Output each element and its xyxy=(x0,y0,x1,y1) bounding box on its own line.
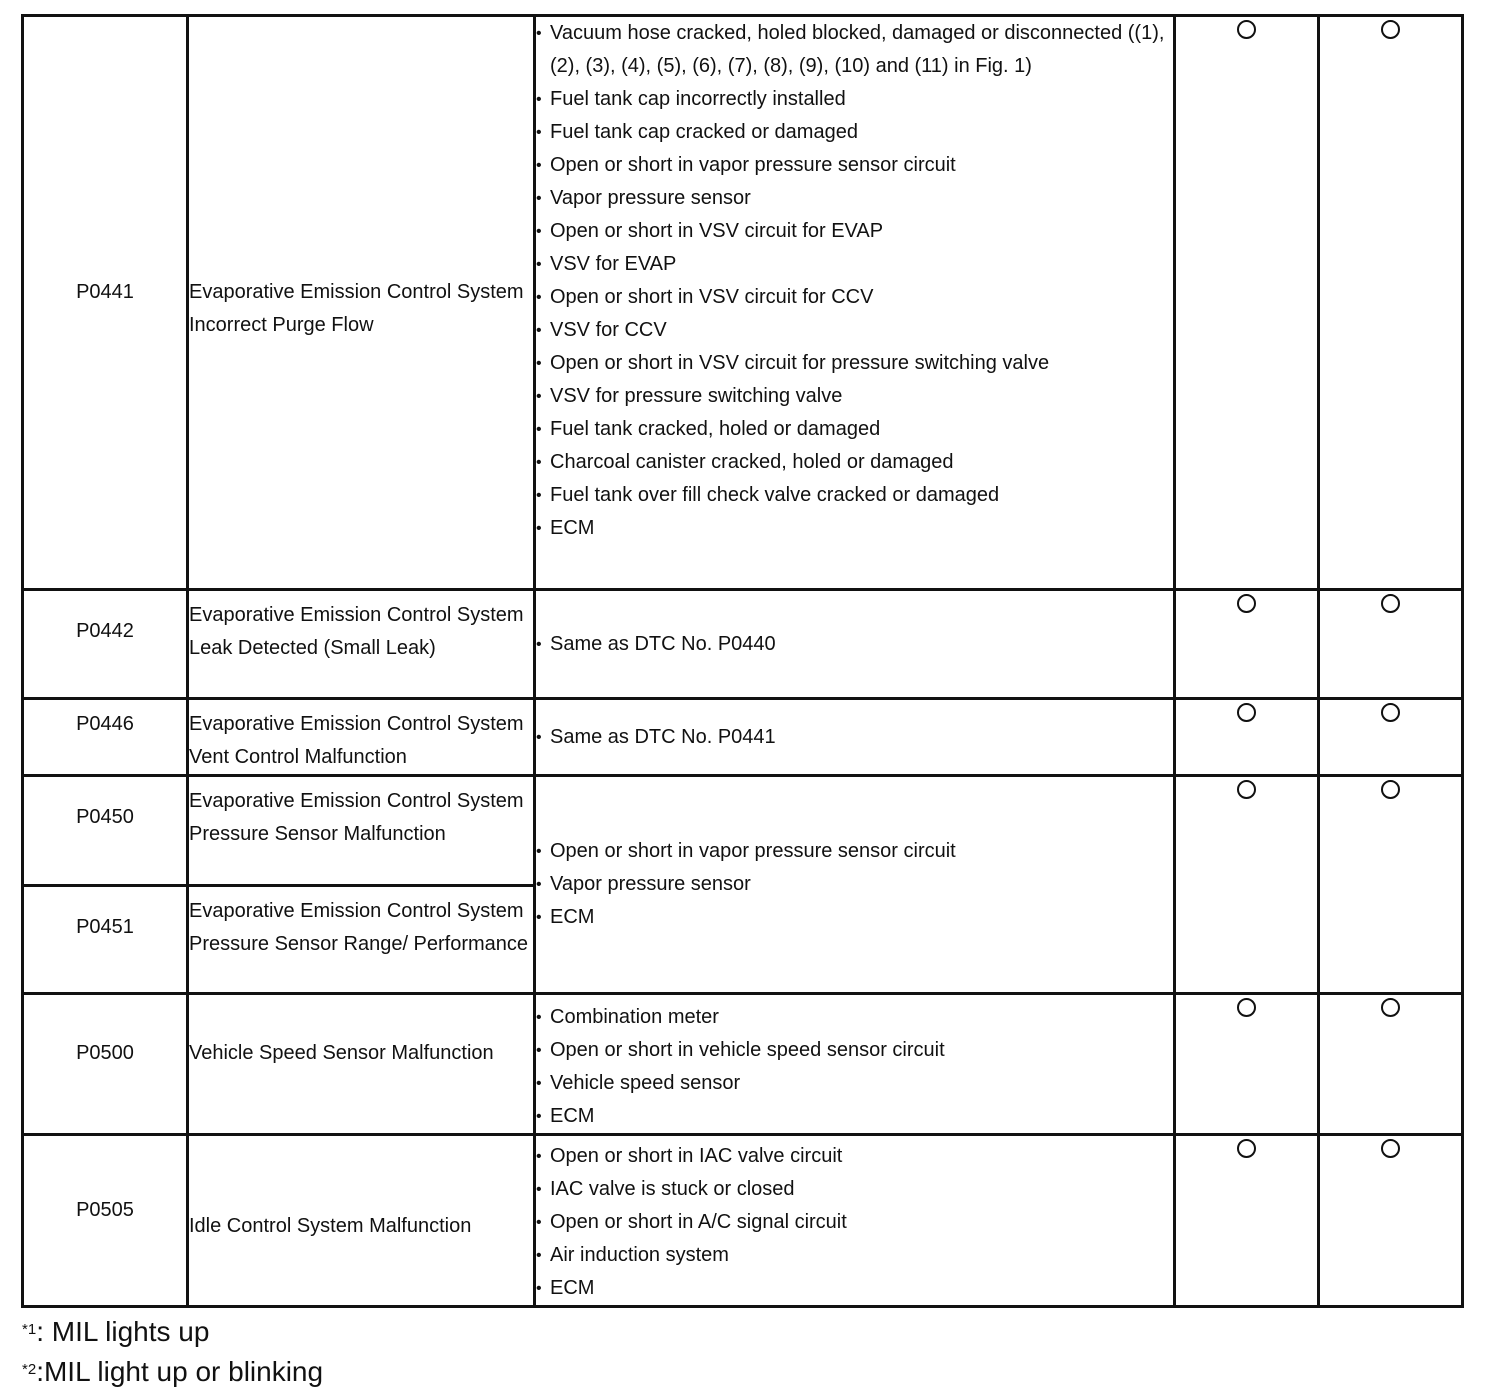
circle-mark-icon xyxy=(1237,594,1256,613)
memory-mark-cell xyxy=(1319,994,1463,1135)
circle-mark-icon xyxy=(1381,998,1400,1017)
table-row xyxy=(23,699,1463,776)
memory-mark-cell xyxy=(1319,699,1463,776)
dtc-code: P0500 xyxy=(76,1042,134,1064)
trouble-area-list xyxy=(536,1001,1173,1133)
list-item: • Fuel tank over fill check valve cracked or damaged xyxy=(536,479,1173,512)
circle-mark-icon xyxy=(1237,780,1256,799)
list-item: • VSV for EVAP xyxy=(536,248,1173,281)
mil-mark-cell xyxy=(1175,994,1319,1135)
circle-mark-icon xyxy=(1381,594,1400,613)
list-item: • ECM xyxy=(536,1272,1173,1305)
mil-mark-cell xyxy=(1175,776,1319,994)
detection-item-cell xyxy=(188,994,535,1135)
trouble-area-list xyxy=(536,835,1173,934)
footnote-1 xyxy=(22,1312,323,1352)
table-row xyxy=(23,16,1463,590)
detection-item-cell xyxy=(188,590,535,699)
dtc-code-cell xyxy=(23,699,188,776)
detection-item-cell xyxy=(188,1135,535,1307)
mil-mark-cell xyxy=(1175,590,1319,699)
trouble-area-list xyxy=(536,17,1173,545)
trouble-area-list xyxy=(536,721,1173,754)
detection-item: Evaporative Emission Control System Leak Detected (Small Leak) xyxy=(189,604,524,659)
detection-item: Idle Control System Malfunction xyxy=(189,1215,472,1237)
detection-item: Evaporative Emission Control System Incorrect Purge Flow xyxy=(189,281,524,336)
list-item: • Fuel tank cracked, holed or damaged xyxy=(536,413,1173,446)
list-item: • Same as DTC No. P0440 xyxy=(536,628,1173,661)
detection-item: Evaporative Emission Control System Vent Control Malfunction xyxy=(189,713,524,768)
trouble-area-cell xyxy=(535,699,1175,776)
trouble-area-list xyxy=(536,1140,1173,1305)
footnote-text: :MIL light up or blinking xyxy=(36,1356,324,1387)
list-item: • Fuel tank cap incorrectly installed xyxy=(536,83,1173,116)
list-item: • Air induction system xyxy=(536,1239,1173,1272)
list-item: • ECM xyxy=(536,512,1173,545)
dtc-code-cell xyxy=(23,886,188,994)
list-item: • Vapor pressure sensor xyxy=(536,868,1173,901)
circle-mark-icon xyxy=(1237,1139,1256,1158)
dtc-code-cell xyxy=(23,16,188,590)
footnote-mark: *2 xyxy=(22,1361,37,1378)
dtc-code-cell xyxy=(23,1135,188,1307)
footnote-text: : MIL lights up xyxy=(36,1316,210,1347)
memory-mark-cell xyxy=(1319,16,1463,590)
list-item: • Open or short in vehicle speed sensor circuit xyxy=(536,1034,1173,1067)
dtc-code: P0446 xyxy=(76,713,134,735)
list-item: • Combination meter xyxy=(536,1001,1173,1034)
circle-mark-icon xyxy=(1381,703,1400,722)
detection-item-cell xyxy=(188,776,535,886)
list-item: • IAC valve is stuck or closed xyxy=(536,1173,1173,1206)
list-item: • VSV for pressure switching valve xyxy=(536,380,1173,413)
list-item: • ECM xyxy=(536,1100,1173,1133)
detection-item-cell xyxy=(188,886,535,994)
list-item: • Vehicle speed sensor xyxy=(536,1067,1173,1100)
list-item: • Vapor pressure sensor xyxy=(536,182,1173,215)
trouble-area-cell xyxy=(535,994,1175,1135)
memory-mark-cell xyxy=(1319,776,1463,994)
circle-mark-icon xyxy=(1381,20,1400,39)
dtc-code: P0441 xyxy=(76,281,134,303)
dtc-code: P0505 xyxy=(76,1199,134,1221)
list-item: • Charcoal canister cracked, holed or damaged xyxy=(536,446,1173,479)
dtc-code-cell xyxy=(23,994,188,1135)
list-item: • Open or short in VSV circuit for CCV xyxy=(536,281,1173,314)
list-item: • Fuel tank cap cracked or damaged xyxy=(536,116,1173,149)
trouble-area-cell xyxy=(535,776,1175,994)
memory-mark-cell xyxy=(1319,590,1463,699)
trouble-area-cell xyxy=(535,1135,1175,1307)
dtc-code: P0450 xyxy=(76,806,134,828)
circle-mark-icon xyxy=(1237,703,1256,722)
circle-mark-icon xyxy=(1381,1139,1400,1158)
dtc-code: P0442 xyxy=(76,620,134,642)
circle-mark-icon xyxy=(1237,20,1256,39)
list-item: • Open or short in vapor pressure sensor circuit xyxy=(536,149,1173,182)
dtc-code-cell xyxy=(23,590,188,699)
list-item: • Open or short in vapor pressure sensor circuit xyxy=(536,835,1173,868)
dtc-table xyxy=(21,14,1464,1308)
trouble-area-cell xyxy=(535,16,1175,590)
list-item: • VSV for CCV xyxy=(536,314,1173,347)
footnote-mark: *1 xyxy=(22,1321,37,1338)
mil-mark-cell xyxy=(1175,1135,1319,1307)
list-item: • Open or short in IAC valve circuit xyxy=(536,1140,1173,1173)
mil-mark-cell xyxy=(1175,16,1319,590)
table-row xyxy=(23,994,1463,1135)
detection-item: Vehicle Speed Sensor Malfunction xyxy=(189,1042,494,1064)
footnotes xyxy=(22,1312,323,1392)
table-row xyxy=(23,590,1463,699)
list-item: • Open or short in A/C signal circuit xyxy=(536,1206,1173,1239)
list-item: • Same as DTC No. P0441 xyxy=(536,721,1173,754)
memory-mark-cell xyxy=(1319,1135,1463,1307)
footnote-2 xyxy=(22,1352,323,1392)
detection-item-cell xyxy=(188,16,535,590)
trouble-area-list xyxy=(536,628,1173,661)
detection-item: Evaporative Emission Control System Pressure Sensor Range/ Performance xyxy=(189,900,529,955)
list-item: • Open or short in VSV circuit for EVAP xyxy=(536,215,1173,248)
list-item: • Open or short in VSV circuit for pressure switching valve xyxy=(536,347,1173,380)
detection-item: Evaporative Emission Control System Pressure Sensor Malfunction xyxy=(189,790,524,845)
dtc-code: P0451 xyxy=(76,916,134,938)
mil-mark-cell xyxy=(1175,699,1319,776)
table-row xyxy=(23,776,1463,886)
circle-mark-icon xyxy=(1237,998,1256,1017)
circle-mark-icon xyxy=(1381,780,1400,799)
list-item: • ECM xyxy=(536,901,1173,934)
detection-item-cell xyxy=(188,699,535,776)
dtc-code-cell xyxy=(23,776,188,886)
trouble-area-cell xyxy=(535,590,1175,699)
list-item: • Vacuum hose cracked, holed blocked, damaged or disconnected ((1), (2), (3), (4), (5), (6), (7), (8), (9), (10) and (11) in Fig. 1) xyxy=(536,17,1173,83)
table-row xyxy=(23,1135,1463,1307)
